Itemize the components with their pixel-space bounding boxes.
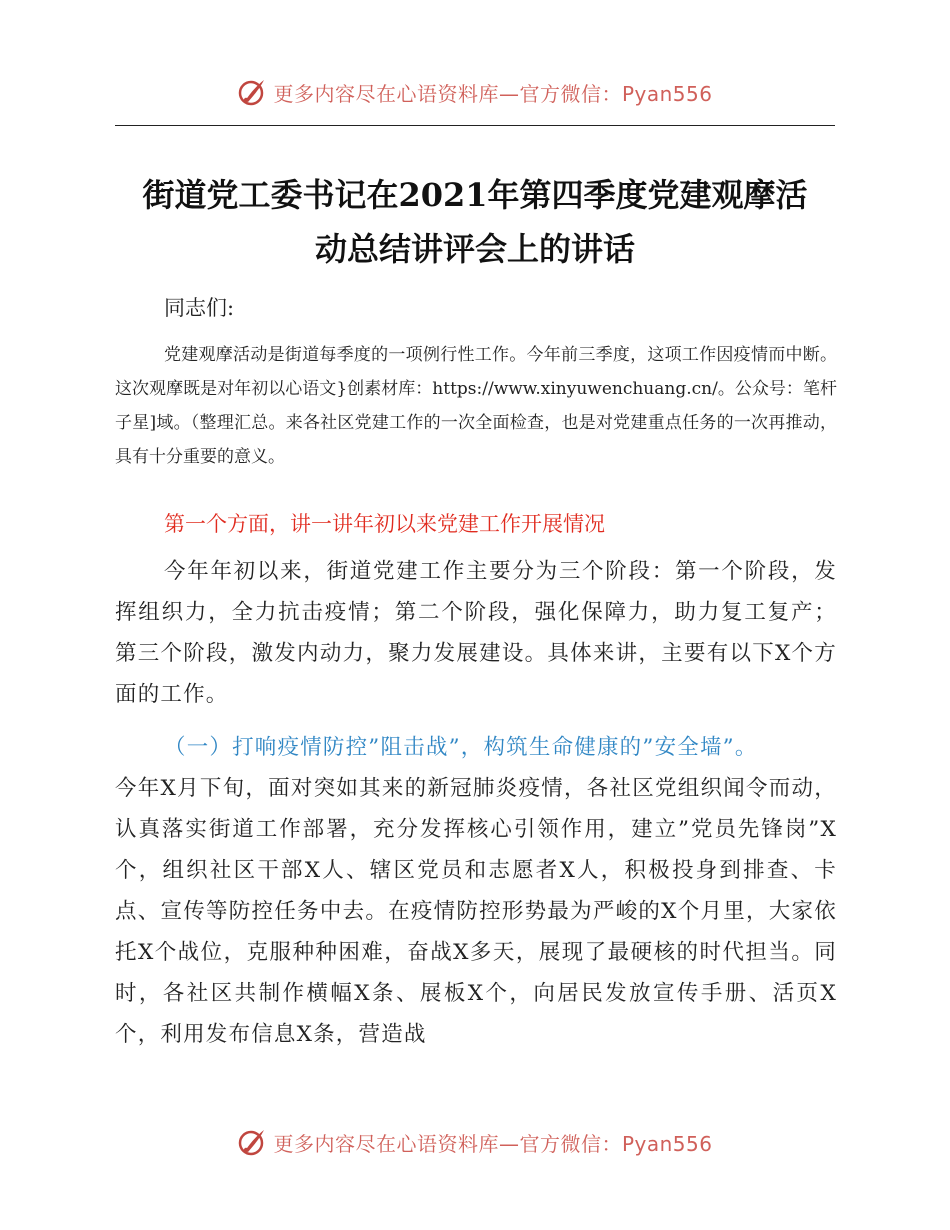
section-heading: 第一个方面，讲一讲年初以来党建工作开展情况: [164, 512, 605, 536]
header-watermark-banner: [0, 72, 950, 112]
brush-pen-logo-icon: [237, 1127, 267, 1157]
subsection-body: 今年X月下旬，面对突如其来的新冠肺炎疫情，各社区党组织闻令而动，认真落实街道工作部署，充分发挥核心引领作用，建立”党员先锋岗”X个，组织社区干部X人、辖区党员和志愿者X人，积极投身到排查、卡点、宣传等防控任务中去。在疫情防控形势最为严峻的X个月里，大家依托X个战位，克服种种困难，奋战X多天，展现了最硬核的时代担当。同时，各社区共制作横幅X条、展板X个，向居民发放宣传手册、活页X个，利用发布信息X条，营造战: [115, 776, 837, 1047]
title-line-2: 动总结讲评会上的讲话: [314, 230, 635, 268]
banner-text: 更多内容尽在心语资料库—官方微信：Pyan556: [273, 81, 713, 106]
banner-text: 更多内容尽在心语资料库—官方微信：Pyan556: [273, 1131, 713, 1156]
subsection-heading: （一）打响疫情防控”阻击战”，构筑生命健康的”安全墙”。: [164, 735, 758, 760]
header-divider: [115, 125, 835, 126]
title-line-1: 街道党工委书记在2021年第四季度党建观摩活: [142, 176, 808, 214]
section-paragraph: 今年年初以来，街道党建工作主要分为三个阶段：第一个阶段，发挥组织力，全力抗击疫情；第二个阶段，强化保障力，助力复工复产；第三个阶段，激发内动力，聚力发展建设。具体来讲，主要有以下X个方面的工作。: [115, 559, 837, 707]
intro-paragraph: 党建观摩活动是街道每季度的一项例行性工作。今年前三季度，这项工作因疫情而中断。这次观摩既是对年初以心语文}创素材库：https://www.xinyuwenchuang.cn/。公众号：笔杆子星]域。（整理汇总。来各社区党建工作的一次全面检查，也是对党建重点任务的一次再推动，具有十分重要的意义。: [115, 345, 837, 467]
subsection-block: [115, 727, 837, 1055]
greeting: 同志们:: [164, 296, 235, 320]
document-title: [115, 168, 835, 276]
footer-watermark-banner: [0, 1122, 950, 1162]
brush-pen-logo-icon: [237, 77, 267, 107]
